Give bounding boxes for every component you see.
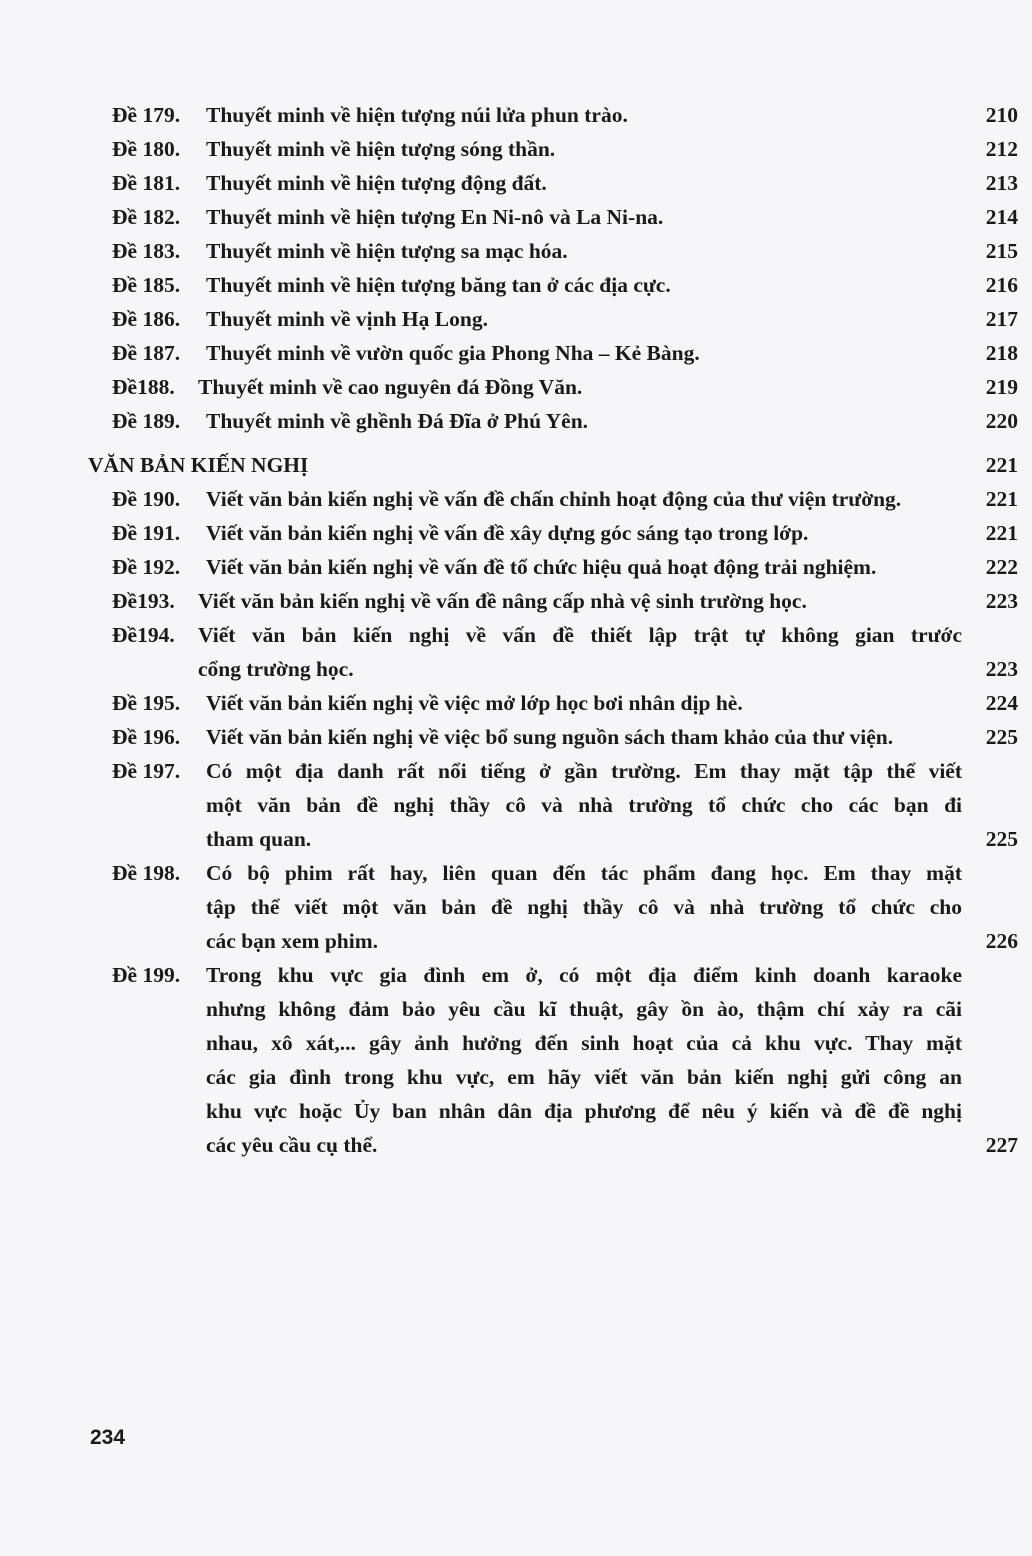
entry-title-line: Thuyết minh về hiện tượng động đất.: [206, 171, 547, 195]
entry-label: Đề 186.: [112, 307, 181, 331]
entry-title: [206, 268, 970, 302]
toc-entry: [88, 268, 1018, 302]
entry-title: [206, 200, 970, 234]
entry-title-line: nhưng không đảm bảo yêu cầu kĩ thuật, gây ồn ào, thậm chí xảy ra cãi: [206, 997, 962, 1021]
toc-entry: [88, 720, 1018, 754]
entry-title-line: Có một địa danh rất nổi tiếng ở gần trường. Em thay mặt tập thể viết: [206, 759, 962, 783]
entry-page-number: 215: [985, 239, 1018, 263]
entry-page-number: 220: [985, 409, 1018, 433]
entry-page-number: 222: [985, 555, 1018, 579]
entry-page-number: 225: [985, 827, 1018, 851]
entry-title-line: Trong khu vực gia đình em ở, có một địa điểm kinh doanh karaoke: [206, 963, 962, 987]
toc-entry: [88, 166, 1018, 200]
entry-page-number: 221: [985, 521, 1018, 545]
toc-entry: [88, 336, 1018, 370]
entry-title-line: Thuyết minh về hiện tượng băng tan ở các địa cực.: [206, 273, 671, 297]
entry-title: [206, 302, 970, 336]
entry-title-line: một văn bản đề nghị thầy cô và nhà trường tổ chức cho các bạn đi: [206, 793, 962, 817]
section-page-number: 221: [985, 453, 1018, 477]
entry-page-number: 210: [985, 103, 1018, 127]
entry-label: Đề 189.: [112, 409, 181, 433]
entry-title-line: cổng trường học.: [198, 657, 354, 681]
toc-entry: [88, 200, 1018, 234]
entry-label: Đề188.: [112, 375, 175, 399]
entry-title-line: các yêu cầu cụ thể.: [206, 1133, 378, 1157]
toc-entry: [88, 550, 1018, 584]
toc-entry: [88, 584, 1018, 618]
entry-title-line: Thuyết minh về hiện tượng sa mạc hóa.: [206, 239, 568, 263]
entry-title: [206, 482, 970, 516]
entry-title: [206, 166, 970, 200]
entry-label: Đề 196.: [112, 725, 181, 749]
entry-title-line: Thuyết minh về hiện tượng sóng thần.: [206, 137, 556, 161]
entry-title-line: nhau, xô xát,... gây ảnh hưởng đến sinh hoạt của cả khu vực. Thay mặt: [206, 1031, 962, 1055]
entry-title: [206, 856, 970, 958]
entry-title: [206, 336, 970, 370]
entry-title: [206, 720, 970, 754]
toc-entry: [88, 686, 1018, 720]
entry-label: Đề 198.: [112, 861, 181, 885]
entry-title-line: Thuyết minh về vịnh Hạ Long.: [206, 307, 488, 331]
entry-label: Đề 185.: [112, 273, 181, 297]
entry-page-number: 219: [985, 375, 1018, 399]
entry-title: [206, 404, 970, 438]
entry-title: [206, 132, 970, 166]
entry-title-line: Viết văn bản kiến nghị về việc bổ sung nguồn sách tham khảo của thư viện.: [206, 725, 894, 749]
section-title: VĂN BẢN KIẾN NGHỊ: [88, 453, 309, 477]
toc-entry: [88, 302, 1018, 336]
entry-title: [206, 550, 970, 584]
entry-label: Đề 191.: [112, 521, 181, 545]
entry-label: Đề 195.: [112, 691, 181, 715]
entry-label: Đề 197.: [112, 759, 181, 783]
entry-page-number: 223: [985, 657, 1018, 681]
section-heading: [88, 448, 1018, 482]
entry-title-line: tập thể viết một văn bản đề nghị thầy cô và nhà trường tổ chức cho: [206, 895, 962, 919]
table-of-contents: [88, 98, 1018, 1162]
toc-entry: [88, 516, 1018, 550]
toc-entry: [88, 132, 1018, 166]
entry-title-line: Viết văn bản kiến nghị về việc mở lớp học bơi nhân dịp hè.: [206, 691, 743, 715]
entry-title: [206, 754, 970, 856]
entry-label: Đề 181.: [112, 171, 181, 195]
toc-entry: [88, 754, 1018, 856]
toc-entry: [88, 370, 1018, 404]
entry-page-number: 217: [985, 307, 1018, 331]
entry-title-line: Thuyết minh về vườn quốc gia Phong Nha – Kẻ Bàng.: [206, 341, 700, 365]
page-number: 234: [90, 1426, 126, 1449]
entry-label: Đề 183.: [112, 239, 181, 263]
entry-title-line: Viết văn bản kiến nghị về vấn đề tổ chức hiệu quả hoạt động trải nghiệm.: [206, 555, 877, 579]
entry-title: [206, 686, 970, 720]
entry-page-number: 213: [985, 171, 1018, 195]
toc-entry: [88, 234, 1018, 268]
entry-page-number: 223: [985, 589, 1018, 613]
entry-title-line: Thuyết minh về ghềnh Đá Đĩa ở Phú Yên.: [206, 409, 589, 433]
entry-title-line: Thuyết minh về hiện tượng núi lửa phun trào.: [206, 103, 628, 127]
entry-title-line: Thuyết minh về cao nguyên đá Đồng Văn.: [198, 375, 583, 399]
entry-title: [206, 958, 970, 1162]
entry-label: Đề 190.: [112, 487, 181, 511]
entry-title-line: khu vực hoặc Ủy ban nhân dân địa phương để nêu ý kiến và đề đề nghị: [206, 1099, 962, 1123]
toc-entry: [88, 482, 1018, 516]
toc-entry: [88, 856, 1018, 958]
entry-label: Đề 187.: [112, 341, 181, 365]
entry-page-number: 221: [985, 487, 1018, 511]
entry-title: [206, 234, 970, 268]
toc-entry: [88, 618, 1018, 686]
entry-page-number: 214: [985, 205, 1018, 229]
entry-title-line: Viết văn bản kiến nghị về vấn đề thiết lập trật tự không gian trước: [198, 623, 962, 647]
entry-label: Đề194.: [112, 623, 175, 647]
entry-title-line: các bạn xem phim.: [206, 929, 378, 953]
toc-entry: [88, 98, 1018, 132]
toc-entry: [88, 958, 1018, 1162]
entry-title-line: Viết văn bản kiến nghị về vấn đề xây dựng góc sáng tạo trong lớp.: [206, 521, 809, 545]
entry-title: [198, 618, 970, 686]
entry-page-number: 212: [985, 137, 1018, 161]
entry-page-number: 224: [985, 691, 1018, 715]
entry-page-number: 225: [985, 725, 1018, 749]
entry-page-number: 218: [985, 341, 1018, 365]
entry-title-line: Có bộ phim rất hay, liên quan đến tác phẩm đang học. Em thay mặt: [206, 861, 962, 885]
entry-title: [198, 370, 970, 404]
entry-title-line: tham quan.: [206, 827, 312, 851]
entry-label: Đề 199.: [112, 963, 181, 987]
entry-title-line: Thuyết minh về hiện tượng En Ni-nô và La Ni-na.: [206, 205, 664, 229]
entry-label: Đề 179.: [112, 103, 181, 127]
entry-title: [198, 584, 970, 618]
entry-title-line: Viết văn bản kiến nghị về vấn đề chấn chỉnh hoạt động của thư viện trường.: [206, 487, 902, 511]
entry-label: Đề 182.: [112, 205, 181, 229]
entry-label: Đề193.: [112, 589, 175, 613]
entry-page-number: 227: [985, 1133, 1018, 1157]
entry-title: [206, 98, 970, 132]
entry-label: Đề 180.: [112, 137, 181, 161]
entry-title-line: Viết văn bản kiến nghị về vấn đề nâng cấp nhà vệ sinh trường học.: [198, 589, 807, 613]
toc-entry: [88, 404, 1018, 438]
entry-label: Đề 192.: [112, 555, 181, 579]
entry-title: [206, 516, 970, 550]
entry-page-number: 226: [985, 929, 1018, 953]
entry-title-line: các gia đình trong khu vực, em hãy viết văn bản kiến nghị gửi công an: [206, 1065, 962, 1089]
entry-page-number: 216: [985, 273, 1018, 297]
